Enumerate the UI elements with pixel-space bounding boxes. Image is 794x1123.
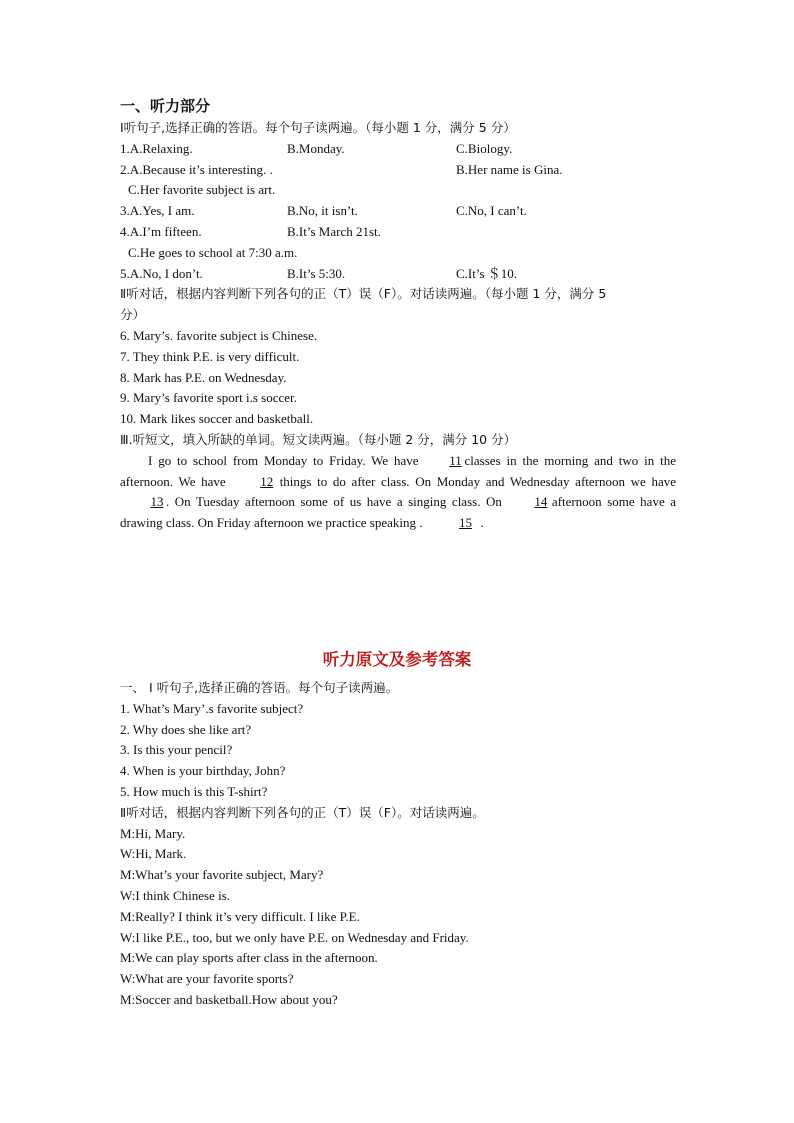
statement-6: 6. Mary’s. favorite subject is Chinese. (120, 327, 318, 343)
option-c: C.It’s ＄10. (456, 265, 518, 281)
option-b: B.It’s March 21st. (287, 223, 381, 239)
dialogue-line: M:Soccer and basketball.How about you? (120, 991, 338, 1007)
question-3 (120, 201, 676, 222)
answer-key-title: 听力原文及参考答案 (322, 650, 472, 669)
dialogue-line: W:Hi, Mark. (120, 846, 187, 862)
dialogue-line: M:We can play sports after class in the afternoon. (120, 950, 378, 966)
option-b: B.No, it isn’t. (287, 203, 358, 219)
dialogue-line: W:What are your favorite sports? (120, 971, 294, 987)
transcript-question-2: 2. Why does she like art? (120, 721, 252, 737)
passage-text: I go to school from Monday to Friday. We have (148, 452, 419, 468)
passage-text: . (480, 515, 484, 531)
blank-15: 15 (459, 515, 473, 531)
part3-instruction: Ⅲ.听短文，填入所缺的单词。短文读两遍。（每小题 2 分，满分 10 分） (120, 431, 517, 447)
option-b: B.Her name is Gina. (456, 161, 563, 177)
transcript-part2-heading: Ⅱ听对话，根据内容判断下列各句的正（T）误（F）。对话读两遍。 (120, 804, 485, 820)
blank-11: 11 (449, 452, 462, 468)
transcript-section (120, 678, 676, 1011)
statement-9: 9. Mary’s favorite sport i.s soccer. (120, 390, 297, 406)
section-heading: 一、听力部分 (120, 97, 211, 115)
transcript-question-3: 3. Is this your pencil? (120, 742, 233, 758)
transcript-part1-heading: 一、 Ⅰ 听句子,选择正确的答语。每个句子读两遍。 (120, 680, 399, 695)
question-5 (120, 264, 676, 285)
passage-text: . On Tuesday afternoon some of us have a singing class. On (166, 494, 502, 510)
question-2 (120, 160, 676, 181)
listening-section (120, 94, 676, 534)
option-b: B.It’s 5:30. (287, 265, 346, 281)
statement-8: 8. Mark has P.E. on Wednesday. (120, 369, 287, 385)
passage-text: things to do after class. On Monday and Wednesday afternoon we have (279, 473, 676, 489)
transcript-question-1: 1. What’s Mary’.s favorite subject? (120, 700, 304, 716)
question-4 (120, 222, 676, 243)
option-a: 5.A.No, I don’t. (120, 265, 203, 281)
statement-7: 7. They think P.E. is very difficult. (120, 348, 300, 364)
option-c: C.No, I can’t. (456, 203, 527, 219)
option-a: 3.A.Yes, I am. (120, 203, 195, 219)
dialogue-line: M:What’s your favorite subject, Mary? (120, 867, 324, 883)
fill-in-passage (120, 451, 676, 534)
dialogue-line: W:I like P.E., too, but we only have P.E. on Wednesday and Friday. (120, 929, 469, 945)
dialogue-line: M:Really? I think it’s very difficult. I like P.E. (120, 908, 360, 924)
part2-instruction: Ⅱ听对话，根据内容判断下列各句的正（T）误（F）。对话读两遍。（每小题 1 分，满分 5 (120, 286, 607, 302)
blank-12: 12 (260, 473, 274, 489)
dialogue-line: W:I think Chinese is. (120, 887, 231, 903)
passage-text: afternoon some have a drawing class. On Friday afternoon we practice speaking . (120, 494, 676, 531)
part2-instruction-cont: 分） (120, 307, 146, 323)
transcript-question-4: 4. When is your birthday, John? (120, 763, 286, 779)
blank-14: 14 (534, 494, 548, 510)
option-a: 1.A.Relaxing. (120, 140, 193, 156)
transcript-question-5: 5. How much is this T-shirt? (120, 783, 268, 799)
question-2-option-c: C.Her favorite subject is art. (128, 182, 276, 198)
dialogue-line: M:Hi, Mary. (120, 825, 186, 841)
blank-13: 13 (150, 494, 164, 510)
option-b: B.Monday. (287, 140, 345, 156)
question-4-option-c: C.He goes to school at 7:30 a.m. (128, 244, 298, 260)
question-1 (120, 139, 676, 160)
passage-text: classes in the morning and two in the afternoon. We have (120, 452, 676, 489)
part1-instruction: Ⅰ听句子,选择正确的答语。每个句子读两遍。（每小题 1 分，满分 5 分） (120, 120, 516, 135)
option-a: 2.A.Because it’s interesting. . (120, 161, 273, 177)
option-c: C.Biology. (456, 140, 513, 156)
statement-10: 10. Mark likes soccer and basketball. (120, 411, 314, 427)
option-a: 4.A.I’m fifteen. (120, 223, 202, 239)
